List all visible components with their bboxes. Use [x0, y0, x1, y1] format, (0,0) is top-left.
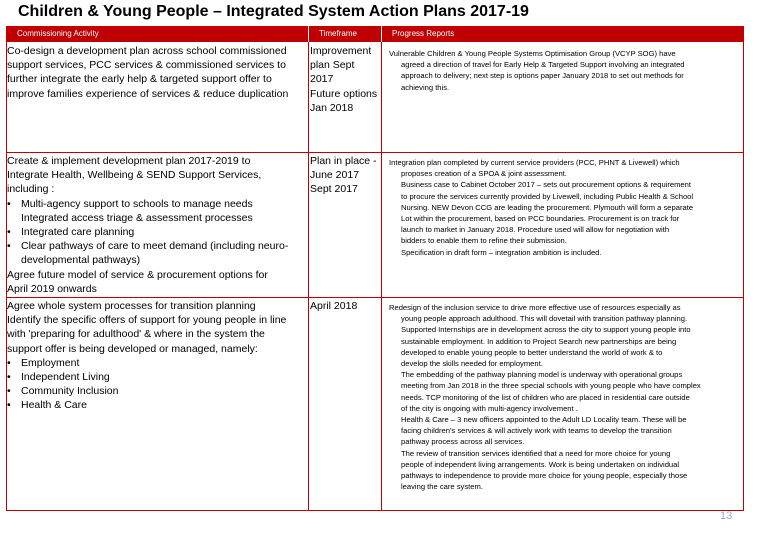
row-2-progress: Integration plan completed by current service providers (PCC, PHNT & Livewell) which proposes creation of a SPOA & joint assessment. Business case to Cabinet October 2017 – sets out procurement options & requirement to procure the services currently provided by Livewell, including Public Health & School Nursing. NEW Devon CCG are leading the procurement. Plymouth will form a separate Lot within the procurement, based on PCC boundaries. Procurement is on track for launch to market in January 2018. Procedure used will allow for negotiation with bidders to enable them to refine their submission. Specification in draft form – integration ambition is included.	[389, 158, 694, 257]
header-progress-reports: Progress Reports	[382, 26, 743, 42]
row-3-activity: Agree whole system processes for transition planning Identify the specific offers of support for young people in line with 'preparing for adulthood' & where in the system the support offer is being developed or managed, namely: • Employment • Independent Living • Community Inclusion • Health & Care	[7, 299, 307, 413]
list-item: • Community Inclusion	[7, 384, 307, 398]
row-1-activity: Co-design a development plan across school commissioned support services, PCC services & commissioned services to further integrate the early help & targeted support offer to improve families experience of services & reduce duplication	[7, 45, 289, 100]
header-commissioning-activity: Commissioning Activity	[7, 26, 308, 42]
column-divider	[308, 42, 309, 510]
list-item: • Independent Living	[7, 370, 307, 384]
header-timeframe: Timeframe	[309, 26, 381, 42]
action-plan-table	[6, 26, 744, 511]
list-item: • Employment	[7, 356, 307, 370]
row-3-progress: Redesign of the inclusion service to drive more effective use of resources especially as young people approach adulthood. This will dovetail with transition pathway planning. Supported Internships are in development across the city to support young people into sustainable employment. In addition to Project Search new partnerships are being developed to enable young people to better understand the world of work & to develop the skills needed for employment. The embedding of the pathway planning model is underway with operational groups meeting from Jan 2018 in the three special schools with young people who have complex needs. TCP monitoring of the list of children who are placed in residential care outside of the city is ongoing with multi-agency involvement . Health & Care – 3 new officers appointed to the Adult LD Locality team. These will be facing children's services & will actively work with teams to develop the transition pathway process across all services. The review of transition services identified that a need for more choice for young people of independent living arrangements. Work is being undertaken on individual pathways to independence to provide more choice for young people, especially those leaving the care system.	[389, 303, 701, 492]
list-item: • Clear pathways of care to meet demand (including neuro- developmental pathways)	[7, 239, 307, 267]
row-divider	[7, 297, 743, 298]
row-3-timeframe: April 2018	[310, 300, 358, 312]
row-divider	[7, 152, 743, 153]
row-2-timeframe: Plan in place - June 2017 Sept 2017	[310, 155, 377, 196]
row-1-progress: Vulnerable Children & Young People Systems Optimisation Group (VCYP SOG) have agreed a direction of travel for Early Help & Targeted Support involving an integrated approach to delivery; next step is options paper January 2018 to set out methods for achieving this.	[389, 49, 685, 92]
list-item: • Multi-agency support to schools to manage needs Integrated access triage & assessment processes	[7, 197, 307, 225]
list-item: • Health & Care	[7, 398, 307, 412]
list-item: • Integrated care planning	[7, 225, 307, 239]
page-title: Children & Young People – Integrated System Action Plans 2017-19	[18, 3, 529, 20]
row-2-activity: Create & implement development plan 2017-2019 to Integrate Health, Wellbeing & SEND Support Services, including : • Multi-agency support to schools to manage needs Integrated access triage & assessment processes • Integrated care planning • Clear pathways of care to meet demand (including neuro- developmental pathways) Agree future model of service & procurement options for April 2019 onwards	[7, 154, 307, 296]
page-number: 13	[720, 510, 733, 522]
row-1-timeframe: Improvement plan Sept 2017 Future options Jan 2018	[310, 45, 378, 114]
